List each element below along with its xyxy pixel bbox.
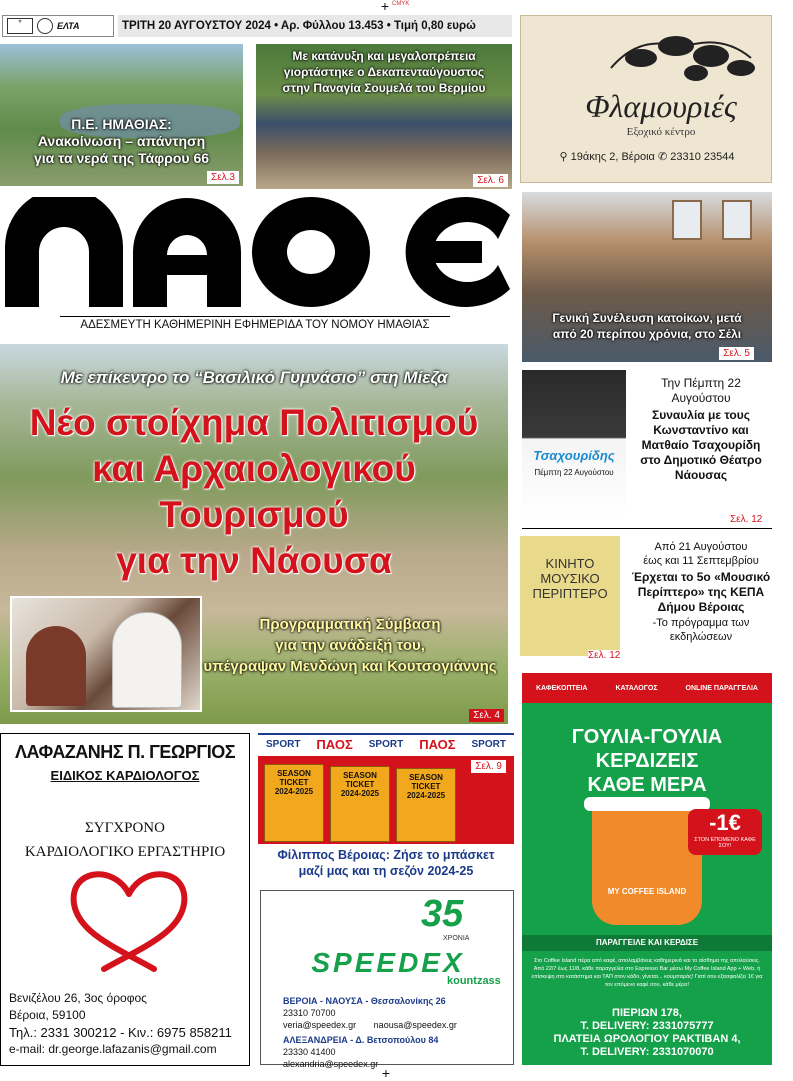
window-shape xyxy=(722,200,752,240)
divider xyxy=(522,528,772,529)
logo-letter-omicron xyxy=(252,197,370,307)
sport-label: SPORT xyxy=(368,738,404,750)
coffee-brand: MY COFFEE ISLAND xyxy=(607,887,687,896)
elta-logo-icon xyxy=(37,18,53,34)
logo-letter-pi xyxy=(5,197,123,307)
ad-speedex[interactable] xyxy=(260,890,514,1069)
lab-title: ΣΥΓΧΡΟΝΟ ΚΑΡΔΙΟΛΟΓΙΚΟ ΕΡΓΑΣΤΗΡΙΟ xyxy=(24,820,226,860)
cmyk-label: CMYK xyxy=(392,1,410,7)
main-subheadline: Προγραμματική Σύμβαση για την ανάδειξή του, υπέγραψαν Μενδώνη και Κουτσογιάννης xyxy=(203,616,497,675)
coffee-stores: ΠΙΕΡΙΩΝ 178, Τ. DELIVERY: 2331075777 ΠΛΑΤΕΙΑ ΩΡΟΛΟΓΙΟΥ ΡΑΚΤΙΒΑΝ 4, Τ. DELIVERY: 2331070070 xyxy=(553,1007,741,1058)
speedex-branches: ΒΕΡΟΙΑ - ΝΑΟΥΣΑ - Θεσσαλονίκης 26 23310 70700 veria@speedex.gr naousa@speedex.gr ΑΛΕΞΑΝΔΡΕΙΑ - Δ. Βετσοπούλου 84 23330 41400 alexandria@speedex.gr xyxy=(283,996,457,1069)
page-ref: Σελ. 12 xyxy=(588,650,621,661)
speedex-years: 35 xyxy=(421,893,464,935)
main-kicker: Με επίκεντρο το “Βασιλικό Γυμνάσιο” στη Μίεζα xyxy=(60,368,448,387)
coffee-order-bar: ΠΑΡΑΓΓΕΙΛΕ ΚΑΙ ΚΕΡΔΙΣΕ xyxy=(522,935,772,951)
sport-banner xyxy=(258,733,514,753)
ticket-card: SEASON TICKET 2024-2025 xyxy=(330,766,390,842)
window-shape xyxy=(672,200,702,240)
coffee-discount-badge: -1€ ΣΤΟΝ ΕΠΟΜΕΝΟ ΚΑΦΕ ΣΟΥ! xyxy=(688,809,762,855)
logo-letter-sigma xyxy=(380,197,510,307)
phone-icon: ✆ xyxy=(657,151,671,163)
date-line: ΤΡΙΤΗ 20 ΑΥΓΟΥΣΤΟΥ 2024 • Αρ. Φύλλου 13.453 • Τιμή 0,80 ευρώ xyxy=(118,15,512,37)
kiosk-poster[interactable] xyxy=(520,536,620,656)
page-ref: Σελ. 4 xyxy=(469,709,504,722)
pin-icon: ⚲ xyxy=(559,151,571,163)
crop-mark-top: + xyxy=(380,0,390,14)
ad-coffee-island[interactable] xyxy=(522,673,772,1065)
coffee-cup-shape xyxy=(592,805,702,925)
story-seli-title: Γενική Συνέλευση κατοίκων, μετά από 20 περίπου χρόνια, στο Σέλι xyxy=(552,311,742,341)
story-tafros-title: Π.Ε. ΗΜΑΘΙΑΣ: Ανακοίνωση – απάντηση για τα νερά της Τάφρου 66 xyxy=(33,116,210,166)
ticket-card: SEASON TICKET 2024-2025 xyxy=(264,764,324,842)
ad-flamouries[interactable] xyxy=(520,15,772,183)
elta-label: ΕΛΤΑ xyxy=(57,21,80,31)
ticket-card: SEASON TICKET 2024-2025 xyxy=(396,768,456,842)
person-left xyxy=(26,626,86,706)
seal-icon: ⚜ xyxy=(7,18,33,34)
poster-date: Πέμπτη 22 Αυγούστου xyxy=(534,468,614,477)
main-story-photo[interactable] xyxy=(0,344,508,724)
poster-kiosk-title: ΚΙΝΗΤΟ ΜΟΥΣΙΚΟ ΠΕΡΙΠΤΕΡΟ xyxy=(532,556,608,601)
flamouries-contact: ⚲ 19άκης 2, Βέροια ✆ 23310 23544 xyxy=(559,151,735,163)
coffee-nav: ΚΑΦΕΚΟΠΤΕΙΑ ΚΑΤΑΛΟΓΟΣ ONLINE ΠΑΡΑΓΓΕΛΙΑ xyxy=(522,673,772,703)
page-ref: Σελ.3 xyxy=(207,171,239,184)
logo-letter-alpha xyxy=(133,197,241,307)
masthead-title xyxy=(5,192,510,312)
flamouries-name: Φλαμουριές xyxy=(585,88,737,124)
heart-ribbon-icon xyxy=(59,864,199,974)
doctor-name: ΛΑΦΑΖΑΝΗΣ Π. ΓΕΩΡΓΙΟΣ xyxy=(15,742,235,762)
story-soumela-title: Με κατάνυξη και μεγαλοπρέπεια γιορτάστηκε ο Δεκαπενταύγουστος στην Παναγία Σουμελά του Βερμίου xyxy=(282,49,486,95)
page-ref: Σελ. 5 xyxy=(719,347,754,360)
speedex-brand: SPEEDEX xyxy=(311,947,465,978)
sport-logo: ΠΑΟΣ xyxy=(316,736,353,752)
sport-headline: Φίλιππος Βέροιας: Ζήσε το μπάσκετ μαζί μας και τη σεζόν 2024-25 xyxy=(277,848,495,878)
coffee-headline: ΓΟΥΛΙΑ-ΓΟΥΛΙΑ ΚΕΡΔΙΖΕΙΣ ΚΑΘΕ ΜΕΡΑ xyxy=(571,726,723,796)
story-soumela-photo[interactable] xyxy=(256,44,512,189)
inset-photo-signing[interactable] xyxy=(10,596,202,712)
story-seli-photo[interactable] xyxy=(522,192,772,362)
page-ref: Σελ. 6 xyxy=(473,174,508,187)
story-tafros-photo[interactable] xyxy=(0,44,243,186)
crop-mark-bottom: + xyxy=(381,1065,391,1081)
masthead-subtitle: ΑΔΕΣΜΕΥΤΗ ΚΑΘΗΜΕΡΙΝΗ ΕΦΗΜΕΡΙΔΑ ΤΟΥ ΝΟΜΟΥ ΗΜΑΘΙΑΣ xyxy=(60,316,450,331)
page-ref: Σελ. 9 xyxy=(471,760,506,773)
sport-label: SPORT xyxy=(265,738,301,750)
main-headline: Νέο στοίχημα Πολιτισμού και Αρχαιολογικού Τουρισμού για την Νάουσα xyxy=(29,402,479,581)
speedex-years-label: ΧΡΟΝΙΑ xyxy=(443,935,470,942)
poster-title: Τσαχουρίδης xyxy=(533,448,615,463)
person-right xyxy=(112,612,182,708)
page-ref: Σελ. 12 xyxy=(730,514,763,525)
sport-logo: ΠΑΟΣ xyxy=(419,736,456,752)
coffee-body: Στο Coffee Island πέρα από καφέ, απολαμβάνεις καθημερινά και το αίσθημα της απολαύσεις. Από 22/7 έως 11/8, κάθε παραγγελία στο Espresso Bar μέσω My Coffee Island App + Web, ή επίσκεψη στο κατάστημα και ΤΑΠ στον κάδο, γίνεται... κουμπαράς! Γιατί σου εξασφαλίζει 1€ για τον επόμενο καφέ σου, κάθε μέρα! xyxy=(531,958,763,988)
concert-poster[interactable] xyxy=(522,370,626,520)
season-tickets-photo[interactable] xyxy=(258,756,514,844)
sport-label: SPORT xyxy=(471,738,506,750)
kiosk-text: Από 21 Αυγούστου έως και 11 Σεπτεμβρίου Έρχεται το 5ο «Μουσικό Περίπτερο» της ΚΕΠΑ Δήμου Βέροιας -Το πρόγραμμα των εκδηλώσεων xyxy=(631,541,771,643)
flamouries-tagline: Εξοχικό κέντρο xyxy=(626,126,696,138)
leaves-icon xyxy=(601,28,761,88)
doctor-specialty: ΕΙΔΙΚΟΣ ΚΑΡΔΙΟΛΟΓΟΣ xyxy=(50,768,200,783)
masthead-logos xyxy=(2,15,114,37)
ad-cardiologist[interactable] xyxy=(0,733,250,1066)
cardio-address: Βενιζέλου 26, 3ος όροφος Βέροια, 59100 Τηλ.: 2331 300212 - Κιν.: 6975 858211 e-mail: dr.george.lafazanis@gmail.com xyxy=(9,991,232,1056)
concert-text: Την Πέμπτη 22 Αυγούστου Συναυλία με τους Κωνσταντίνο και Ματθαίο Τσαχουρίδη στο Δημοτικό Θέατρο Νάουσας xyxy=(640,376,762,482)
speedex-agent: kountzass xyxy=(447,975,501,987)
